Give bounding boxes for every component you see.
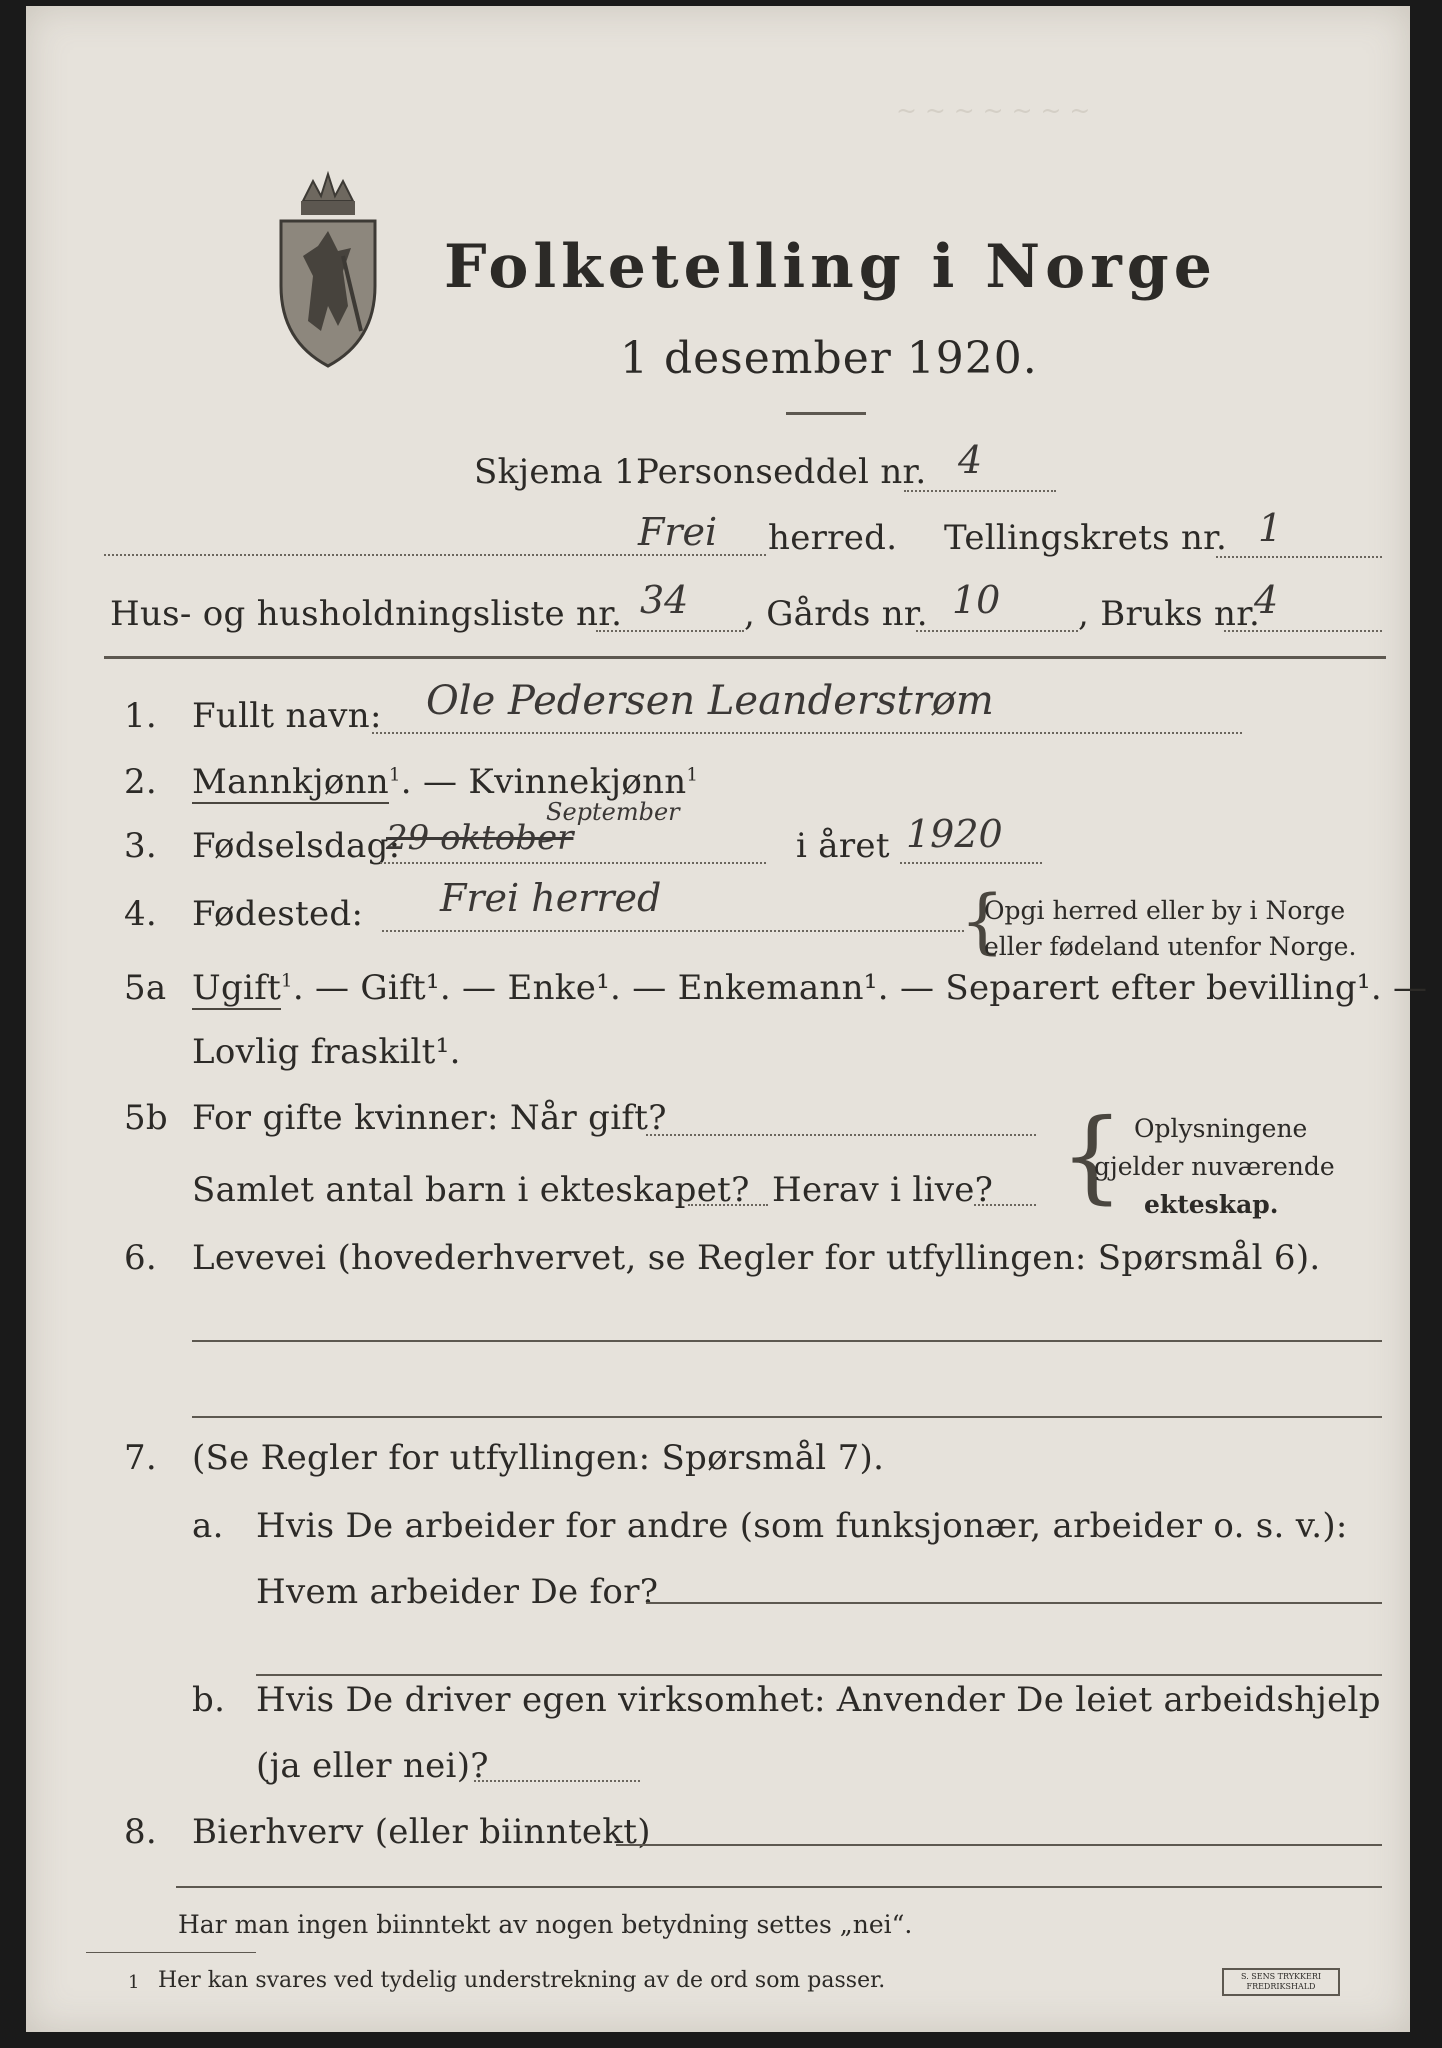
footer-note: Har man ingen biinntekt av nogen betydning settes „nei“. [178, 1910, 913, 1939]
footnote-text: Her kan svares ved tydelig understrekning av de ord som passer. [158, 1968, 886, 1993]
bruks-value: 4 [1254, 578, 1279, 622]
q2-options [192, 762, 698, 802]
q7a-letter: a. [192, 1506, 224, 1546]
q4-note-line2: eller fødeland utenfor Norge. [984, 932, 1357, 961]
q5b-brace: { [1060, 1097, 1124, 1214]
q7b-label: Hvis De driver egen virksomhet: Anvender De leiet arbeidshjelp [256, 1680, 1381, 1720]
q4-brace: { [960, 880, 1005, 962]
married-when-field[interactable] [646, 1134, 1036, 1136]
personseddel-label: Personseddel nr. [636, 452, 927, 492]
census-form-page [26, 6, 1428, 2032]
tellingskrets-label: Tellingskrets nr. [944, 518, 1228, 558]
female-option[interactable]: Kvinnekjønn [468, 762, 687, 802]
q3-number: 3. [124, 826, 158, 866]
full-name-value: Ole Pedersen Leanderstrøm [426, 678, 994, 724]
birthplace-field[interactable] [382, 930, 964, 932]
gards-field[interactable] [916, 630, 1078, 632]
q3-label: Fødselsdag: [192, 826, 401, 866]
census-date: 1 desember 1920. [620, 333, 1038, 384]
husliste-label: Hus- og husholdningsliste nr. [110, 594, 623, 634]
q7-label: (Se Regler for utfyllingen: Spørsmål 7). [192, 1438, 885, 1478]
footnote-mark: 1 [686, 764, 699, 786]
q5b-number: 5b [124, 1098, 168, 1138]
q5b-note-line1: Oplysningene [1134, 1114, 1308, 1143]
bruks-label: , Bruks nr. [1078, 594, 1261, 634]
q5b-married-label: For gifte kvinner: Når gift? [192, 1098, 667, 1138]
printer-stamp: S. SENS TRYKKERI FREDRIKSHALD [1222, 1968, 1340, 1996]
form-title: Folketelling i Norge [444, 232, 1217, 302]
occupation-line-1[interactable] [192, 1340, 1382, 1342]
title-divider [786, 412, 866, 415]
full-name-field[interactable] [372, 732, 1242, 734]
husliste-field[interactable] [596, 630, 744, 632]
herred-label: herred. [768, 518, 898, 558]
q4-label: Fødested: [192, 894, 364, 934]
ugift-option[interactable]: Ugift [192, 968, 282, 1008]
bleed-through-text: ~ ~ ~ ~ ~ ~ ~ [896, 96, 1091, 125]
employer-field[interactable] [646, 1602, 1382, 1604]
q5a-line2[interactable]: Lovlig fraskilt¹. [192, 1032, 461, 1072]
q7-number: 7. [124, 1438, 158, 1478]
footnote-mark: 1 [281, 970, 293, 992]
male-option[interactable]: Mannkjønn [192, 762, 389, 802]
q4-number: 4. [124, 894, 158, 934]
q1-label: Fullt navn: [192, 696, 382, 736]
birth-year-field[interactable] [900, 862, 1042, 864]
norwegian-coat-of-arms-icon [273, 156, 383, 375]
birthdate-value: 29 oktober [386, 818, 574, 858]
occupation-line-2[interactable] [192, 1416, 1382, 1418]
q5b-children-label: Samlet antal barn i ekteskapet? [192, 1170, 750, 1210]
children-alive-field[interactable] [974, 1204, 1036, 1206]
q7b-letter: b. [192, 1680, 226, 1720]
hired-help-field[interactable] [474, 1780, 640, 1782]
q6-number: 6. [124, 1238, 158, 1278]
footnote-mark: 1 [389, 764, 401, 786]
tellingskrets-value: 1 [1258, 506, 1283, 550]
q5b-note-line2: gjelder nuværende [1094, 1152, 1335, 1181]
q4-note-line1: Opgi herred eller by i Norge [984, 896, 1346, 925]
q5b-note-line3: ekteskap. [1144, 1190, 1279, 1219]
q3-year-label: i året [796, 826, 890, 866]
personseddel-value: 4 [958, 438, 983, 482]
q2-number: 2. [124, 762, 158, 802]
herred-value: Frei [638, 510, 718, 554]
q8-number: 8. [124, 1812, 158, 1852]
birthdate-correction: September [546, 798, 680, 826]
footnote-rule [86, 1952, 256, 1953]
skjema-label: Skjema 1. [474, 452, 648, 492]
q6-label: Levevei (hovederhvervet, se Regler for utfyllingen: Spørsmål 6). [192, 1238, 1321, 1278]
birthplace-value: Frei herred [440, 876, 662, 920]
employer-line-2[interactable] [256, 1674, 1382, 1676]
children-count-field[interactable] [688, 1204, 768, 1206]
herred-field[interactable] [104, 554, 766, 556]
gards-value: 10 [952, 578, 1001, 622]
side-income-line-2[interactable] [176, 1886, 1382, 1888]
q7a-label: Hvis De arbeider for andre (som funksjonær, arbeider o. s. v.): [256, 1506, 1348, 1546]
q1-number: 1. [124, 696, 158, 736]
q5b-alive-label: Herav i live? [772, 1170, 994, 1210]
bruks-field[interactable] [1224, 630, 1382, 632]
q5a-options [192, 968, 1427, 1008]
gards-label: , Gårds nr. [744, 594, 928, 634]
husliste-value: 34 [640, 578, 689, 622]
birth-year-value: 1920 [906, 812, 1003, 856]
q7b-hired-help-label: (ja eller nei)? [256, 1746, 489, 1786]
q5a-number: 5a [124, 968, 167, 1008]
q5a-other-options[interactable]: . — Gift¹. — Enke¹. — Enkemann¹. — Separert efter bevilling¹. — [292, 968, 1428, 1008]
header-rule [104, 656, 1386, 659]
personseddel-field[interactable] [904, 490, 1056, 492]
q7a-employer-label: Hvem arbeider De for? [256, 1572, 659, 1612]
tellingskrets-field[interactable] [1216, 556, 1382, 558]
footnote-number: 1 [128, 1972, 140, 1993]
birthdate-field[interactable] [380, 862, 766, 864]
q2-separator: . — [400, 762, 469, 802]
q8-label: Bierhverv (eller biinntekt) [192, 1812, 651, 1852]
side-income-field[interactable] [616, 1844, 1382, 1846]
